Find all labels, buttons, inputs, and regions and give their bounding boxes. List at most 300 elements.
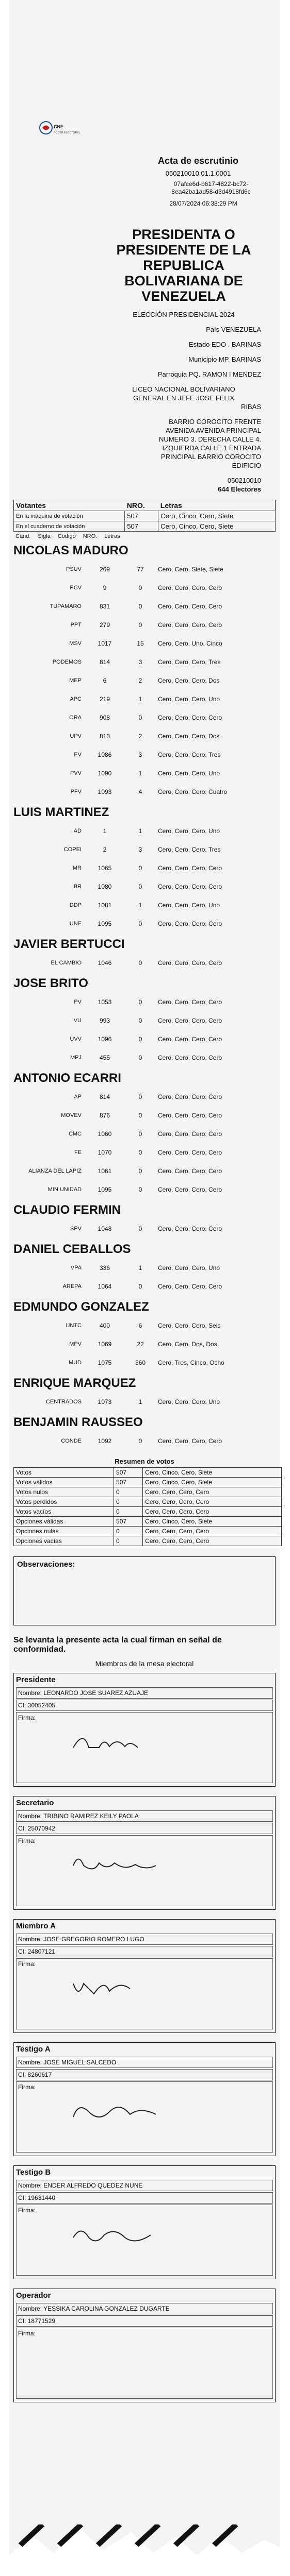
municipality: Municipio MP. BARINAS	[188, 355, 261, 363]
signature-field	[16, 2328, 273, 2399]
party-row	[13, 708, 276, 727]
party-code: 1070	[98, 1149, 112, 1156]
signers-list	[13, 1673, 276, 2402]
summary-row	[14, 1517, 282, 1527]
party-votes: 4	[138, 788, 142, 795]
summary-number: 0	[114, 1527, 143, 1536]
party-votes-letters: Cero, Cero, Cero, Uno	[158, 827, 220, 835]
party-votes: 360	[135, 1359, 146, 1366]
party-code: 908	[99, 714, 110, 721]
party-acronym: PPT	[70, 622, 82, 628]
election-info	[106, 304, 261, 500]
party-votes-letters: Cero, Cero, Siete, Siete	[158, 566, 223, 573]
party-row	[13, 1011, 276, 1030]
signer-name: Nombre: JOSE MIGUEL SALCEDO	[16, 2057, 273, 2068]
center-line: RIBAS	[240, 403, 261, 411]
party-code: 455	[99, 1054, 110, 1061]
signer-name: Nombre: LEONARDO JOSE SUAREZ AZUAJE	[16, 1687, 273, 1699]
signature-label: Firma:	[18, 1714, 36, 1721]
summary-label: Opciones nulas	[14, 1527, 114, 1536]
party-row	[13, 764, 276, 783]
party-acronym: VPA	[70, 1265, 82, 1271]
party-row	[13, 579, 276, 597]
signature-field	[16, 1712, 273, 1783]
party-votes: 0	[138, 1186, 142, 1193]
party-votes: 0	[138, 714, 142, 721]
party-votes-letters: Cero, Cero, Cero, Cero	[158, 1149, 222, 1156]
party-votes: 0	[138, 998, 142, 1006]
party-votes-letters: Cero, Cero, Cero, Dos	[158, 677, 220, 684]
party-acronym: ALIANZA DEL LAPIZ	[28, 1168, 82, 1174]
party-row	[13, 954, 276, 972]
summary-row	[14, 1468, 282, 1478]
party-acronym: VU	[73, 1018, 82, 1024]
summary-label: Votos nulos	[14, 1487, 114, 1497]
title-line: PRESIDENTA O	[132, 227, 235, 242]
receipt-body	[13, 10, 276, 2412]
party-code: 1090	[98, 770, 112, 777]
candidate-votes-table	[13, 560, 276, 801]
party-votes-letters: Cero, Cero, Cero, Tres	[158, 658, 221, 666]
party-votes-letters: Cero, Cero, Cero, Dos	[158, 733, 220, 740]
party-row	[13, 653, 276, 671]
signer-ci: CI: 24807121	[16, 1946, 273, 1957]
party-votes: 0	[138, 920, 142, 927]
summary-letters: Cero, Cinco, Cero, Siete	[143, 1468, 282, 1478]
party-votes-letters: Cero, Cero, Cero, Tres	[158, 751, 221, 758]
candidate-name: DANIEL CEBALLOS	[13, 1242, 131, 1256]
signature-label: Firma:	[18, 1960, 36, 1968]
party-row	[13, 877, 276, 896]
party-acronym: AD	[73, 828, 82, 834]
party-votes-letters: Cero, Cero, Cero, Cero	[158, 1017, 222, 1024]
party-row	[13, 993, 276, 1011]
party-votes: 1	[138, 1398, 142, 1405]
party-votes-letters: Cero, Cero, Cero, Cero	[158, 1225, 222, 1232]
party-code: 6	[103, 677, 107, 684]
party-row	[13, 1353, 276, 1372]
hash-line: 8ea42ba1ad58-d3d4918fd6c	[171, 188, 251, 195]
summary-number: 0	[114, 1507, 143, 1517]
voters-number: 507	[125, 521, 158, 532]
candidate-votes-table	[13, 1259, 276, 1296]
page-title	[106, 227, 261, 304]
party-row	[13, 597, 276, 616]
party-acronym: MIN UNIDAD	[47, 1187, 82, 1193]
party-votes: 1	[138, 902, 142, 909]
address-line: BARRIO COROCITO FRENTE	[169, 418, 261, 426]
party-acronym: EL CAMBIO	[51, 960, 82, 966]
party-votes-letters: Cero, Cero, Cero, Cero	[158, 883, 222, 890]
party-votes-letters: Cero, Cero, Cero, Cero	[158, 603, 222, 610]
party-votes-letters: Cero, Cero, Cero, Cero	[158, 959, 222, 967]
signer-ci: CI: 25070942	[16, 1823, 273, 1834]
party-row	[13, 1162, 276, 1180]
summary-label: Votos	[14, 1468, 114, 1478]
summary-title: Resumen de votos	[115, 1458, 174, 1465]
party-votes-letters: Cero, Cero, Cero, Cero	[158, 1112, 222, 1119]
party-row	[13, 1030, 276, 1048]
signature-label: Firma:	[18, 1837, 36, 1844]
party-votes-letters: Cero, Cero, Cero, Tres	[158, 846, 221, 853]
party-code: 814	[99, 1093, 110, 1100]
party-code: 831	[99, 603, 110, 610]
party-code: 1086	[98, 751, 112, 758]
party-code: 1095	[98, 920, 112, 927]
party-votes-letters: Cero, Cero, Cero, Cuatro	[158, 788, 228, 795]
parish: Parroquia PQ. RAMON I MENDEZ	[157, 370, 261, 378]
col-header: NRO.	[83, 533, 98, 539]
signature-field	[16, 2205, 273, 2276]
party-acronym: PFV	[70, 789, 82, 795]
party-code: 269	[99, 566, 110, 573]
candidate-votes-table	[13, 822, 276, 933]
party-row	[13, 1048, 276, 1067]
candidate-name: CLAUDIO FERMIN	[13, 1203, 121, 1217]
summary-row	[14, 1478, 282, 1487]
party-votes: 15	[137, 640, 144, 647]
party-acronym: PCV	[70, 585, 82, 591]
party-row	[13, 840, 276, 859]
party-code: 1095	[98, 1186, 112, 1193]
summary-table	[13, 1467, 282, 1546]
candidate-votes-table	[13, 1432, 276, 1450]
party-code: 1081	[98, 902, 112, 909]
cne-logo-icon	[39, 121, 53, 134]
party-votes: 0	[138, 1112, 142, 1119]
signer-ci: CI: 30052405	[16, 1700, 273, 1711]
party-row	[13, 1259, 276, 1277]
party-row	[13, 745, 276, 764]
signer-box	[13, 1919, 276, 2033]
summary-number: 0	[114, 1536, 143, 1546]
party-code: 1061	[98, 1167, 112, 1175]
signer-role: Presidente	[16, 1675, 56, 1684]
title-line: REPUBLICA	[143, 258, 224, 273]
party-row	[13, 1316, 276, 1335]
party-votes: 0	[138, 584, 142, 591]
signer-box	[13, 2165, 276, 2279]
party-code: 1017	[98, 640, 112, 647]
voters-row	[14, 521, 276, 532]
summary-row	[14, 1507, 282, 1517]
handwritten-signature	[68, 1722, 171, 1763]
party-votes-letters: Cero, Cero, Cero, Cero	[158, 1036, 222, 1043]
party-votes: 0	[138, 1167, 142, 1175]
party-row	[13, 671, 276, 690]
party-row	[13, 783, 276, 801]
party-row	[13, 1432, 276, 1450]
party-row	[13, 859, 276, 877]
party-acronym: DDP	[69, 902, 82, 908]
party-votes-letters: Cero, Cero, Cero, Uno	[158, 902, 220, 909]
handwritten-signature	[68, 1845, 171, 1886]
signer-role: Secretario	[16, 1799, 54, 1807]
party-votes-letters: Cero, Cero, Dos, Dos	[158, 1341, 217, 1348]
address-line: AVENIDA AVENIDA PRINCIPAL	[166, 427, 261, 434]
party-votes: 0	[138, 621, 142, 629]
torn-edge	[9, 2524, 290, 2576]
signatures-intro: Se levanta la presente acta la cual firman en señal de conformidad.	[13, 1636, 222, 1654]
party-votes: 0	[138, 1149, 142, 1156]
acta-title: Acta de escrutinio	[157, 156, 239, 166]
party-votes: 2	[138, 677, 142, 684]
candidate-votes-table	[13, 1088, 276, 1199]
acta-hash	[157, 180, 265, 196]
party-code: 2	[103, 846, 107, 853]
candidate-name: JOSE BRITO	[13, 976, 88, 990]
party-code: 1092	[98, 1437, 112, 1445]
party-code: 219	[99, 696, 110, 703]
party-acronym: MPV	[69, 1341, 82, 1347]
signature-label: Firma:	[18, 2083, 36, 2091]
party-row	[13, 1335, 276, 1353]
party-row	[13, 822, 276, 840]
signer-ci: CI: 19631440	[16, 2192, 273, 2204]
party-votes: 3	[138, 751, 142, 758]
party-code: 1075	[98, 1359, 112, 1366]
party-votes-letters: Cero, Cero, Cero, Cero	[158, 1130, 222, 1138]
party-votes-letters: Cero, Cero, Cero, Cero	[158, 865, 222, 872]
party-row	[13, 1277, 276, 1296]
party-votes-letters: Cero, Cero, Cero, Cero	[158, 1437, 222, 1445]
state: Estado EDO . BARINAS	[188, 341, 261, 348]
country: País VENEZUELA	[206, 326, 261, 333]
party-acronym: AP	[74, 1094, 82, 1100]
summary-letters: Cero, Cero, Cero, Cero	[143, 1497, 282, 1507]
summary-letters: Cero, Cero, Cero, Cero	[143, 1487, 282, 1497]
party-acronym: UPV	[70, 733, 82, 739]
party-votes: 0	[138, 1017, 142, 1024]
party-code: 279	[99, 621, 110, 629]
summary-letters: Cero, Cero, Cero, Cero	[143, 1527, 282, 1536]
party-votes: 0	[138, 883, 142, 890]
party-votes-letters: Cero, Cero, Cero, Uno	[158, 770, 220, 777]
summary-row	[14, 1536, 282, 1546]
party-acronym: PODEMOS	[52, 659, 82, 665]
handwritten-signature	[68, 2214, 171, 2256]
party-acronym: PSUV	[66, 566, 82, 572]
party-acronym: EV	[74, 752, 82, 758]
signer-box	[13, 1673, 276, 1787]
party-acronym: AREPA	[62, 1283, 82, 1290]
party-row	[13, 1088, 276, 1106]
party-votes-letters: Cero, Cero, Cero, Cero	[158, 998, 222, 1006]
party-votes-letters: Cero, Cero, Cero, Cero	[158, 1186, 222, 1193]
title-line: PRESIDENTE DE LA	[116, 242, 251, 258]
party-code: 1064	[98, 1283, 112, 1290]
party-row	[13, 690, 276, 708]
signer-ci: CI: 8260617	[16, 2069, 273, 2080]
party-code: 336	[99, 1264, 110, 1272]
party-votes: 0	[138, 1437, 142, 1445]
party-votes-letters: Cero, Cero, Cero, Cero	[158, 1283, 222, 1290]
candidate-votes-table	[13, 1316, 276, 1372]
acta-datetime: 28/07/2024 06:38:29 PM	[169, 200, 237, 207]
party-acronym: PV	[74, 999, 82, 1005]
party-row	[13, 1143, 276, 1162]
candidate-name: NICOLAS MADURO	[13, 544, 128, 557]
party-votes: 1	[138, 827, 142, 835]
voters-label: En la máquina de votación	[14, 511, 125, 521]
observations-box	[13, 1556, 276, 1625]
party-code: 813	[99, 733, 110, 740]
party-votes: 0	[138, 865, 142, 872]
party-code: 814	[99, 658, 110, 666]
center-line: GENERAL EN JEFE JOSE FELIX	[133, 394, 234, 402]
party-row	[13, 1180, 276, 1199]
acta-number: 050210010.01.1.0001	[165, 170, 231, 177]
voters-col-header: Votantes	[16, 501, 46, 510]
party-votes: 6	[138, 1322, 142, 1329]
party-acronym: UNTC	[66, 1323, 82, 1329]
signer-name: Nombre: ENDER ALFREDO QUEDEZ NUNE	[16, 2180, 273, 2191]
party-acronym: CENTRADOS	[45, 1399, 82, 1405]
col-header: Letras	[104, 533, 120, 539]
party-votes: 0	[138, 1093, 142, 1100]
party-votes: 2	[138, 733, 142, 740]
summary-number: 507	[114, 1517, 143, 1527]
party-votes-letters: Cero, Cero, Uno, Cinco	[158, 640, 222, 647]
party-row	[13, 914, 276, 933]
voters-header	[14, 500, 276, 511]
summary-label: Opciones vacías	[14, 1536, 114, 1546]
party-votes: 0	[138, 959, 142, 967]
electors-count: 644 Electores	[218, 485, 261, 493]
col-header: Sigla	[38, 533, 51, 539]
candidate-name: BENJAMIN RAUSSEO	[13, 1415, 143, 1429]
voters-col-header: Letras	[160, 501, 182, 510]
party-code: 1053	[98, 998, 112, 1006]
party-acronym: SPV	[70, 1226, 82, 1232]
party-votes-letters: Cero, Cero, Cero, Uno	[158, 1264, 220, 1272]
signer-role: Testigo A	[16, 2045, 51, 2054]
party-row	[13, 1219, 276, 1238]
party-acronym: CMC	[68, 1131, 82, 1137]
receipt-header	[13, 10, 276, 207]
signer-role: Miembro A	[16, 1922, 56, 1930]
summary-label: Votos válidos	[14, 1478, 114, 1487]
candidates-list	[13, 544, 276, 1450]
summary-number: 0	[114, 1497, 143, 1507]
party-code: 400	[99, 1322, 110, 1329]
party-votes-letters: Cero, Cero, Cero, Seis	[158, 1322, 221, 1329]
handwritten-signature	[68, 1968, 171, 2009]
address-line: EDIFICIO	[232, 462, 261, 469]
voters-table	[13, 500, 276, 532]
party-code: 1080	[98, 883, 112, 890]
summary-row	[14, 1497, 282, 1507]
party-votes: 1	[138, 696, 142, 703]
title-line: BOLIVARIANA DE	[124, 273, 243, 289]
summary-number: 507	[114, 1468, 143, 1478]
party-votes: 0	[138, 1283, 142, 1290]
signature-field	[16, 1835, 273, 1906]
party-votes: 0	[138, 1054, 142, 1061]
signer-box	[13, 2289, 276, 2402]
party-votes: 0	[138, 1225, 142, 1232]
party-acronym: ORA	[69, 715, 82, 721]
signature-label: Firma:	[18, 2330, 36, 2337]
summary-label: Votos perdidos	[14, 1497, 114, 1507]
col-header: Código	[57, 533, 76, 539]
candidate-name: ENRIQUE MARQUEZ	[13, 1376, 136, 1390]
party-acronym: MUD	[68, 1360, 82, 1366]
party-code: 1069	[98, 1341, 112, 1348]
party-acronym: UVV	[70, 1036, 82, 1042]
col-header: Cand.	[15, 533, 31, 539]
address-line: NUMERO 3. DERECHA CALLE 4.	[159, 435, 261, 443]
signer-name: Nombre: YESSIKA CAROLINA GONZALEZ DUGARTE	[16, 2303, 273, 2314]
party-votes-letters: Cero, Cero, Cero, Cero	[158, 714, 222, 721]
observations-label: Observaciones:	[17, 1560, 75, 1569]
party-row	[13, 896, 276, 914]
cne-logo	[39, 121, 86, 142]
voters-col-header: NRO.	[126, 501, 145, 510]
party-row	[13, 1125, 276, 1143]
party-votes: 77	[137, 566, 144, 573]
party-code: 1073	[98, 1398, 112, 1405]
center-code: 050210010	[227, 477, 261, 484]
party-code: 1093	[98, 788, 112, 795]
handwritten-signature	[68, 2091, 171, 2132]
address-line: PRINCIPAL BARRIO COROCITO	[160, 453, 261, 461]
hash-line: 07afce6d-b617-4822-bc72-	[173, 180, 249, 188]
summary-label: Votos vacíos	[14, 1507, 114, 1517]
party-acronym: COPEI	[63, 846, 82, 853]
candidate-votes-table	[13, 1219, 276, 1238]
party-code: 1065	[98, 865, 112, 872]
party-code: 1096	[98, 1036, 112, 1043]
party-code: 1	[103, 827, 107, 835]
party-acronym: MSV	[69, 640, 82, 647]
ballot-receipt	[9, 0, 280, 2576]
party-code: 993	[99, 1017, 110, 1024]
party-votes-letters: Cero, Tres, Cinco, Ocho	[158, 1359, 224, 1366]
party-row	[13, 616, 276, 634]
party-acronym: MEP	[69, 677, 82, 684]
summary-letters: Cero, Cinco, Cero, Siete	[143, 1517, 282, 1527]
candidate-name: ANTONIO ECARRI	[13, 1071, 121, 1085]
election-name: ELECCIÓN PRESIDENCIAL 2024	[133, 311, 235, 318]
signer-ci: CI: 18771529	[16, 2315, 273, 2327]
summary-row	[14, 1527, 282, 1536]
summary-row	[14, 1487, 282, 1497]
voters-number: 507	[125, 511, 158, 521]
party-acronym: TUPAMARO	[50, 603, 82, 609]
party-votes-letters: Cero, Cero, Cero, Cero	[158, 584, 222, 591]
signer-box	[13, 1796, 276, 1910]
summary-letters: Cero, Cinco, Cero, Siete	[143, 1478, 282, 1487]
party-votes: 0	[138, 1130, 142, 1138]
party-votes-letters: Cero, Cero, Cero, Cero	[158, 1054, 222, 1061]
voters-letters: Cero, Cinco, Cero, Siete	[158, 511, 276, 521]
candidate-name: LUIS MARTINEZ	[13, 805, 109, 819]
party-code: 1048	[98, 1225, 112, 1232]
party-acronym: UNE	[69, 921, 82, 927]
party-code: 9	[103, 584, 107, 591]
signer-name: Nombre: JOSE GREGORIO ROMERO LUGO	[16, 1934, 273, 1945]
party-acronym: PVV	[70, 770, 82, 776]
signer-role: Operador	[16, 2291, 51, 2300]
address-line: IZQUIERDA CALLE 1 ENTRADA	[162, 444, 261, 452]
party-row	[13, 1393, 276, 1411]
party-acronym: FE	[74, 1149, 82, 1156]
party-row	[13, 1106, 276, 1125]
party-votes-letters: Cero, Cero, Cero, Cero	[158, 1167, 222, 1175]
party-votes: 1	[138, 1264, 142, 1272]
center-line: LICEO NACIONAL BOLIVARIANO	[132, 385, 235, 393]
